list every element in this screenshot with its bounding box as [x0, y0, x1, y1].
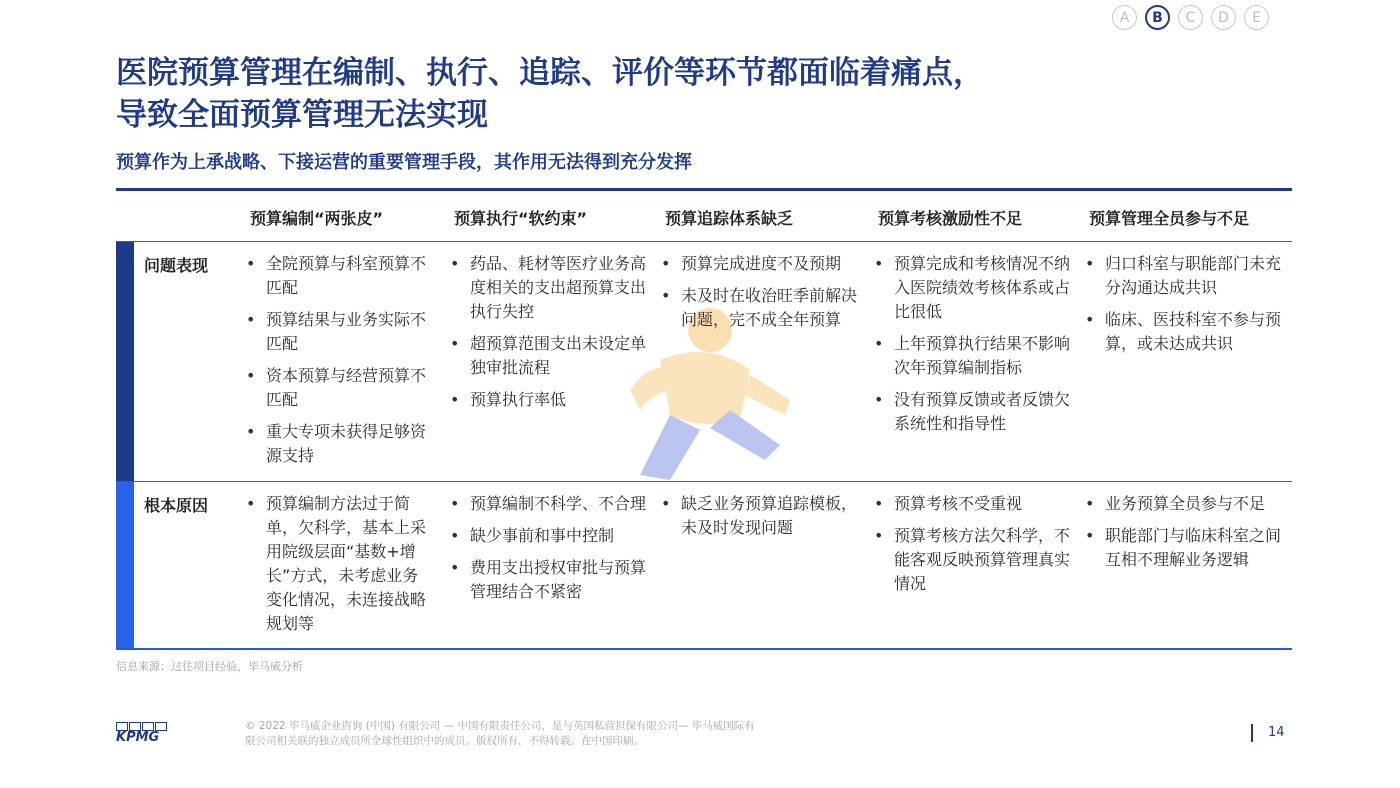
bullet-item: • 药品、耗材等医疗业务高度相关的支出超预算支出执行失控 [448, 252, 646, 324]
table-cell [659, 492, 869, 548]
bullet-item: • 全院预算与科室预算不匹配 [244, 252, 432, 300]
bullet-item: • 预算编制方法过于简单，欠科学，基本上采用院级层面“基数+增长”方式，未考虑业务变化情况，未连接战略规划等 [244, 492, 432, 636]
bullet-item: • 职能部门与临床科室之间互相不理解业务逻辑 [1083, 524, 1283, 572]
bullet-item: • 没有预算反馈或者反馈欠系统性和指导性 [872, 388, 1072, 436]
bullet-item: • 预算考核方法欠科学，不能客观反映预算管理真实情况 [872, 524, 1072, 596]
table-cell [659, 252, 869, 340]
bullet-item: • 费用支出授权审批与预算管理结合不紧密 [448, 556, 646, 604]
title-line-1: 医院预算管理在编制、执行、追踪、评价等环节都面临着痛点， [116, 55, 984, 91]
bullet-item: • 预算考核不受重视 [872, 492, 1072, 516]
table-header-row [116, 191, 1292, 241]
section-nav [1112, 5, 1269, 30]
column-header-1: 预算编制“两张皮” [250, 209, 384, 228]
table-row-problems [116, 242, 1292, 481]
bullet-item: • 缺少事前和事中控制 [448, 524, 646, 548]
bullet-item: • 上年预算执行结果不影响次年预算编制指标 [872, 332, 1072, 380]
bullet-item: • 缺乏业务预算追踪模板，未及时发现问题 [659, 492, 869, 540]
table-cell [244, 492, 432, 644]
column-header-3: 预算追踪体系缺乏 [665, 209, 794, 228]
bullet-item: • 预算完成进度不及预期 [659, 252, 869, 276]
section-nav-e[interactable]: E [1244, 5, 1269, 30]
table-bottom-rule [116, 648, 1292, 650]
bullet-item: • 超预算范围支出未设定单独审批流程 [448, 332, 646, 380]
title-line-2: 导致全面预算管理无法实现 [116, 97, 488, 133]
bullet-item: • 预算结果与业务实际不匹配 [244, 308, 432, 356]
copyright-text: © 2022 毕马威企业咨询 (中国) 有限公司 — 中国有限责任公司，是与英国私营担保有限公司— 毕马威国际有限公司相关联的独立成员所全球性组织中的成员。版权所有，不得转载。在中国印刷。 [245, 720, 755, 747]
source-note: 信息来源：过往项目经验，毕马威分析 [116, 660, 303, 673]
column-header-4: 预算考核激励性不足 [878, 209, 1023, 228]
logo-wordmark: KPMG [116, 730, 160, 745]
table-cell [244, 252, 432, 476]
page-title [116, 52, 1216, 136]
row-label: 问题表现 [144, 256, 209, 275]
bullet-item: • 未及时在收治旺季前解决问题，完不成全年预算 [659, 284, 869, 332]
table-cell [448, 252, 646, 420]
bullet-item: • 预算执行率低 [448, 388, 646, 412]
row-accent-bar [116, 242, 134, 481]
bullet-item: • 资本预算与经营预算不匹配 [244, 364, 432, 412]
page-subtitle: 预算作为上承战略、下接运营的重要管理手段，其作用无法得到充分发挥 [116, 152, 692, 173]
table-cell [872, 252, 1072, 444]
page-number-separator [1251, 724, 1253, 742]
bullet-item: • 归口科室与职能部门未充分沟通达成共识 [1083, 252, 1283, 300]
bullet-item: • 预算完成和考核情况不纳入医院绩效考核体系或占比很低 [872, 252, 1072, 324]
table-cell [1083, 252, 1283, 364]
bullet-item: • 业务预算全员参与不足 [1083, 492, 1283, 516]
row-accent-bar [116, 482, 134, 648]
table-cell [448, 492, 646, 612]
column-header-2: 预算执行“软约束” [454, 209, 588, 228]
section-nav-c[interactable]: C [1178, 5, 1203, 30]
bullet-item: • 重大专项未获得足够资源支持 [244, 420, 432, 468]
table-cell [872, 492, 1072, 604]
bullet-item: • 临床、医技科室不参与预算，或未达成共识 [1083, 308, 1283, 356]
section-nav-b[interactable]: B [1145, 5, 1170, 30]
column-header-5: 预算管理全员参与不足 [1089, 209, 1250, 228]
row-label: 根本原因 [144, 496, 209, 515]
section-nav-a[interactable]: A [1112, 5, 1137, 30]
bullet-item: • 预算编制不科学、不合理 [448, 492, 646, 516]
kpmg-logo [116, 722, 172, 746]
table-cell [1083, 492, 1283, 580]
table-row-root-causes [116, 482, 1292, 648]
section-nav-d[interactable]: D [1211, 5, 1236, 30]
page-number: 14 [1268, 725, 1285, 740]
